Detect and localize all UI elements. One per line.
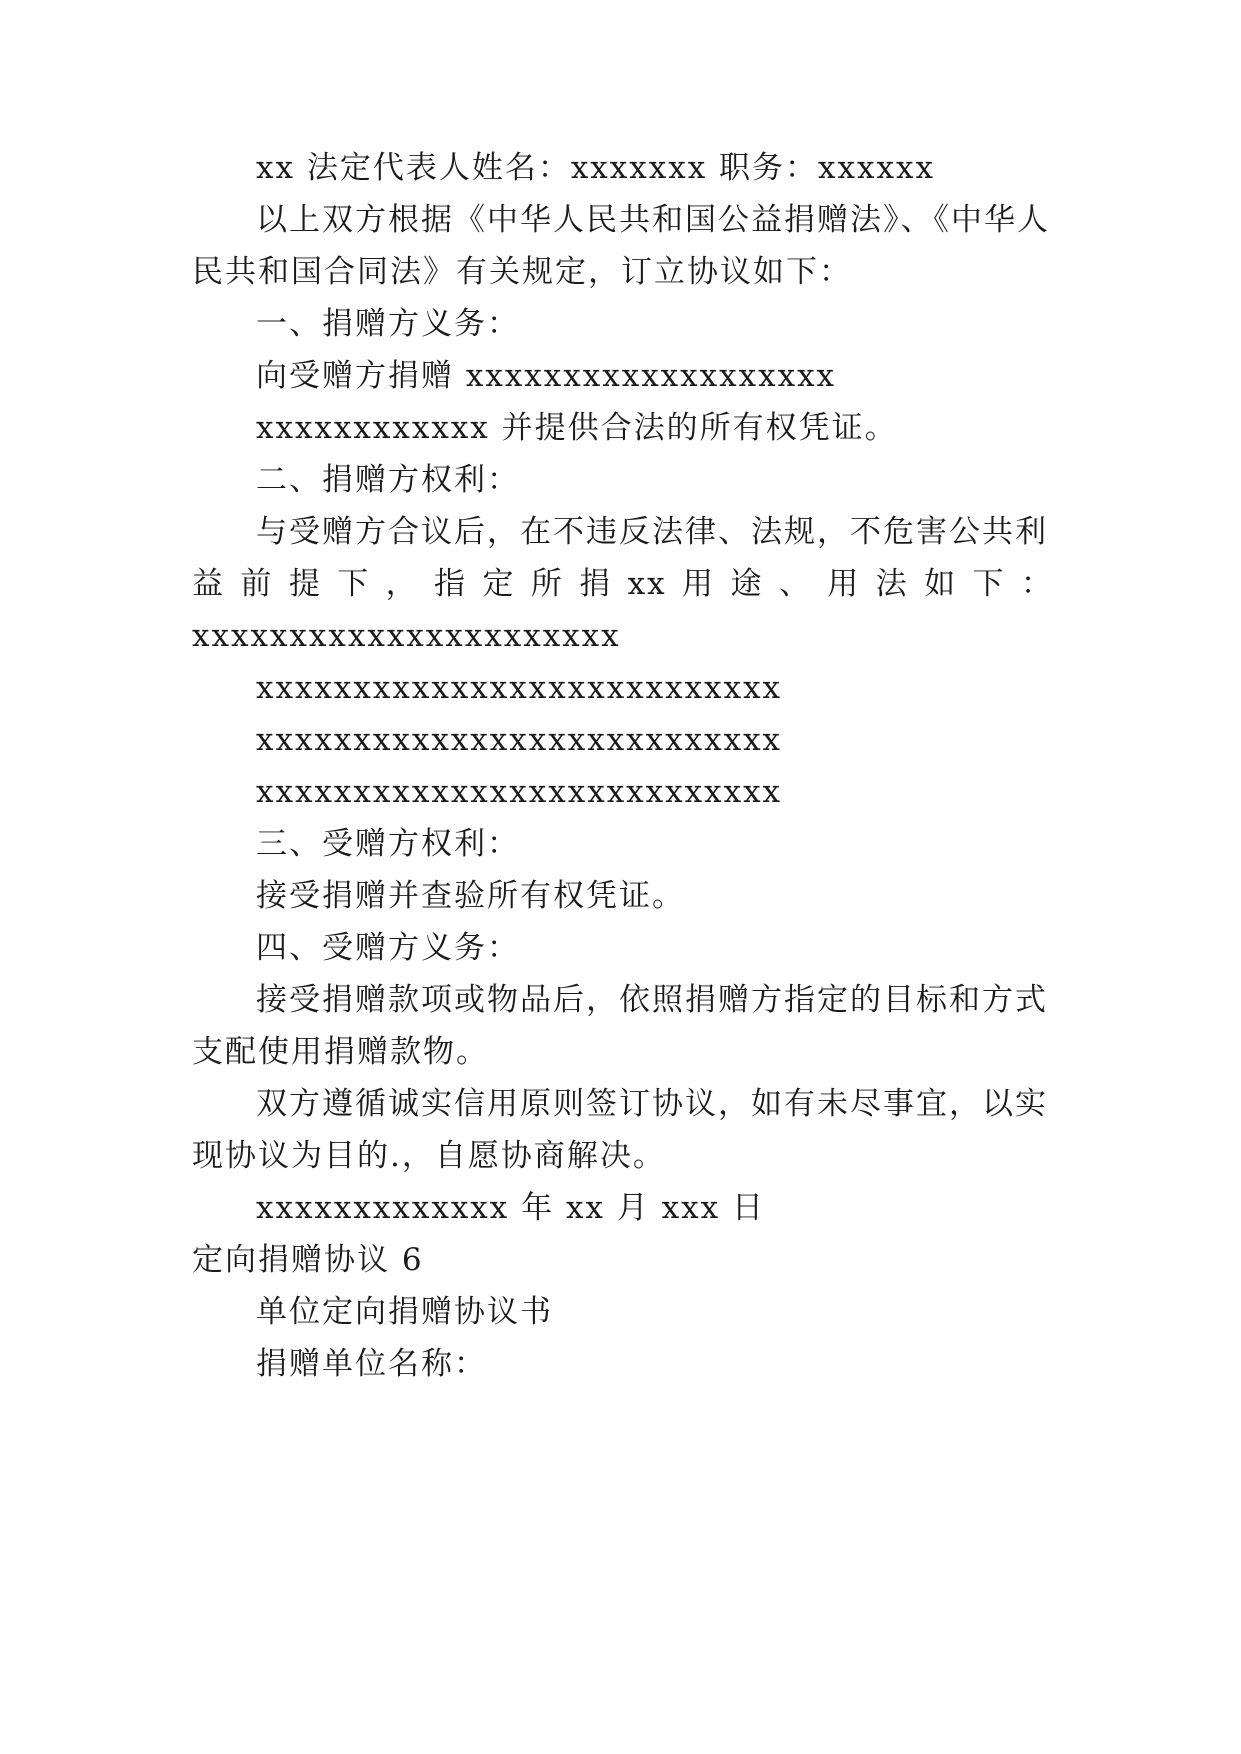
text-char: 益 [192, 566, 225, 602]
recipient-obligation-line-2: 支配使用捐赠款物。 [192, 1034, 489, 1070]
closing-line-1: 双方遵循诚实信用原则签订协议，如有未尽事宜，以实 [256, 1086, 1048, 1122]
text-char: 用 [827, 566, 861, 602]
donor-obligation-line-2: xxxxxxxxxxxx 并提供合法的所有权凭证。 [256, 410, 898, 446]
usage-placeholder-line: xxxxxxxxxxxxxxxxxxxxxxxxxxx [256, 774, 783, 810]
text-char: 用 [682, 566, 716, 602]
text-char: 捐 [579, 566, 613, 602]
text-char: 下 [972, 566, 1006, 602]
document-title: 单位定向捐赠协议书 [256, 1294, 553, 1330]
usage-placeholder-line: xxxxxxxxxxxxxxxxxxxxxxxxxxx [256, 722, 783, 758]
representative-line: xx 法定代表人姓名：xxxxxxx 职务：xxxxxx [256, 150, 935, 186]
section-heading-donor-rights: 二、捐赠方权利： [256, 462, 520, 498]
date-line: xxxxxxxxxxxxx 年 xx 月 xxx 日 [256, 1190, 765, 1226]
text-char: ： [1020, 566, 1054, 602]
text-char: xx [627, 566, 667, 602]
text-char: 途 [730, 566, 764, 602]
text-char: 如 [924, 566, 958, 602]
usage-placeholder-line: xxxxxxxxxxxxxxxxxxxxxx [192, 618, 621, 654]
text-char: ， [385, 566, 419, 602]
recipient-rights-line: 接受捐赠并查验所有权凭证。 [256, 878, 685, 914]
text-char: 下 [337, 566, 371, 602]
basis-line-2: 民共和国合同法》有关规定，订立协议如下： [192, 254, 852, 290]
donor-rights-line-2 [192, 564, 1054, 604]
text-char: 、 [778, 566, 812, 602]
section-heading-donor-obligations: 一、捐赠方义务： [256, 306, 520, 342]
basis-line-1: 以上双方根据《中华人民共和国公益捐赠法》、《中华人 [256, 202, 1050, 238]
section-heading-recipient-rights: 三、受赠方权利： [256, 826, 520, 862]
recipient-obligation-line-1: 接受捐赠款项或物品后，依照捐赠方指定的目标和方式 [256, 982, 1048, 1018]
section-title: 定向捐赠协议 6 [192, 1242, 424, 1278]
text-char: 提 [288, 566, 322, 602]
text-char: 前 [240, 566, 274, 602]
text-char: 定 [482, 566, 516, 602]
donor-rights-line-1: 与受赠方合议后，在不违反法律、法规，不危害公共利 [256, 514, 1048, 550]
closing-line-2: 现协议为目的.，自愿协商解决。 [192, 1138, 666, 1174]
usage-placeholder-line: xxxxxxxxxxxxxxxxxxxxxxxxxxx [256, 670, 783, 706]
donor-unit-name-label: 捐赠单位名称： [256, 1346, 487, 1382]
section-heading-recipient-obligations: 四、受赠方义务： [256, 930, 520, 966]
text-char: 指 [434, 566, 468, 602]
donor-obligation-line-1: 向受赠方捐赠 xxxxxxxxxxxxxxxxxxx [256, 358, 837, 394]
text-char: 所 [530, 566, 564, 602]
text-char: 法 [875, 566, 909, 602]
